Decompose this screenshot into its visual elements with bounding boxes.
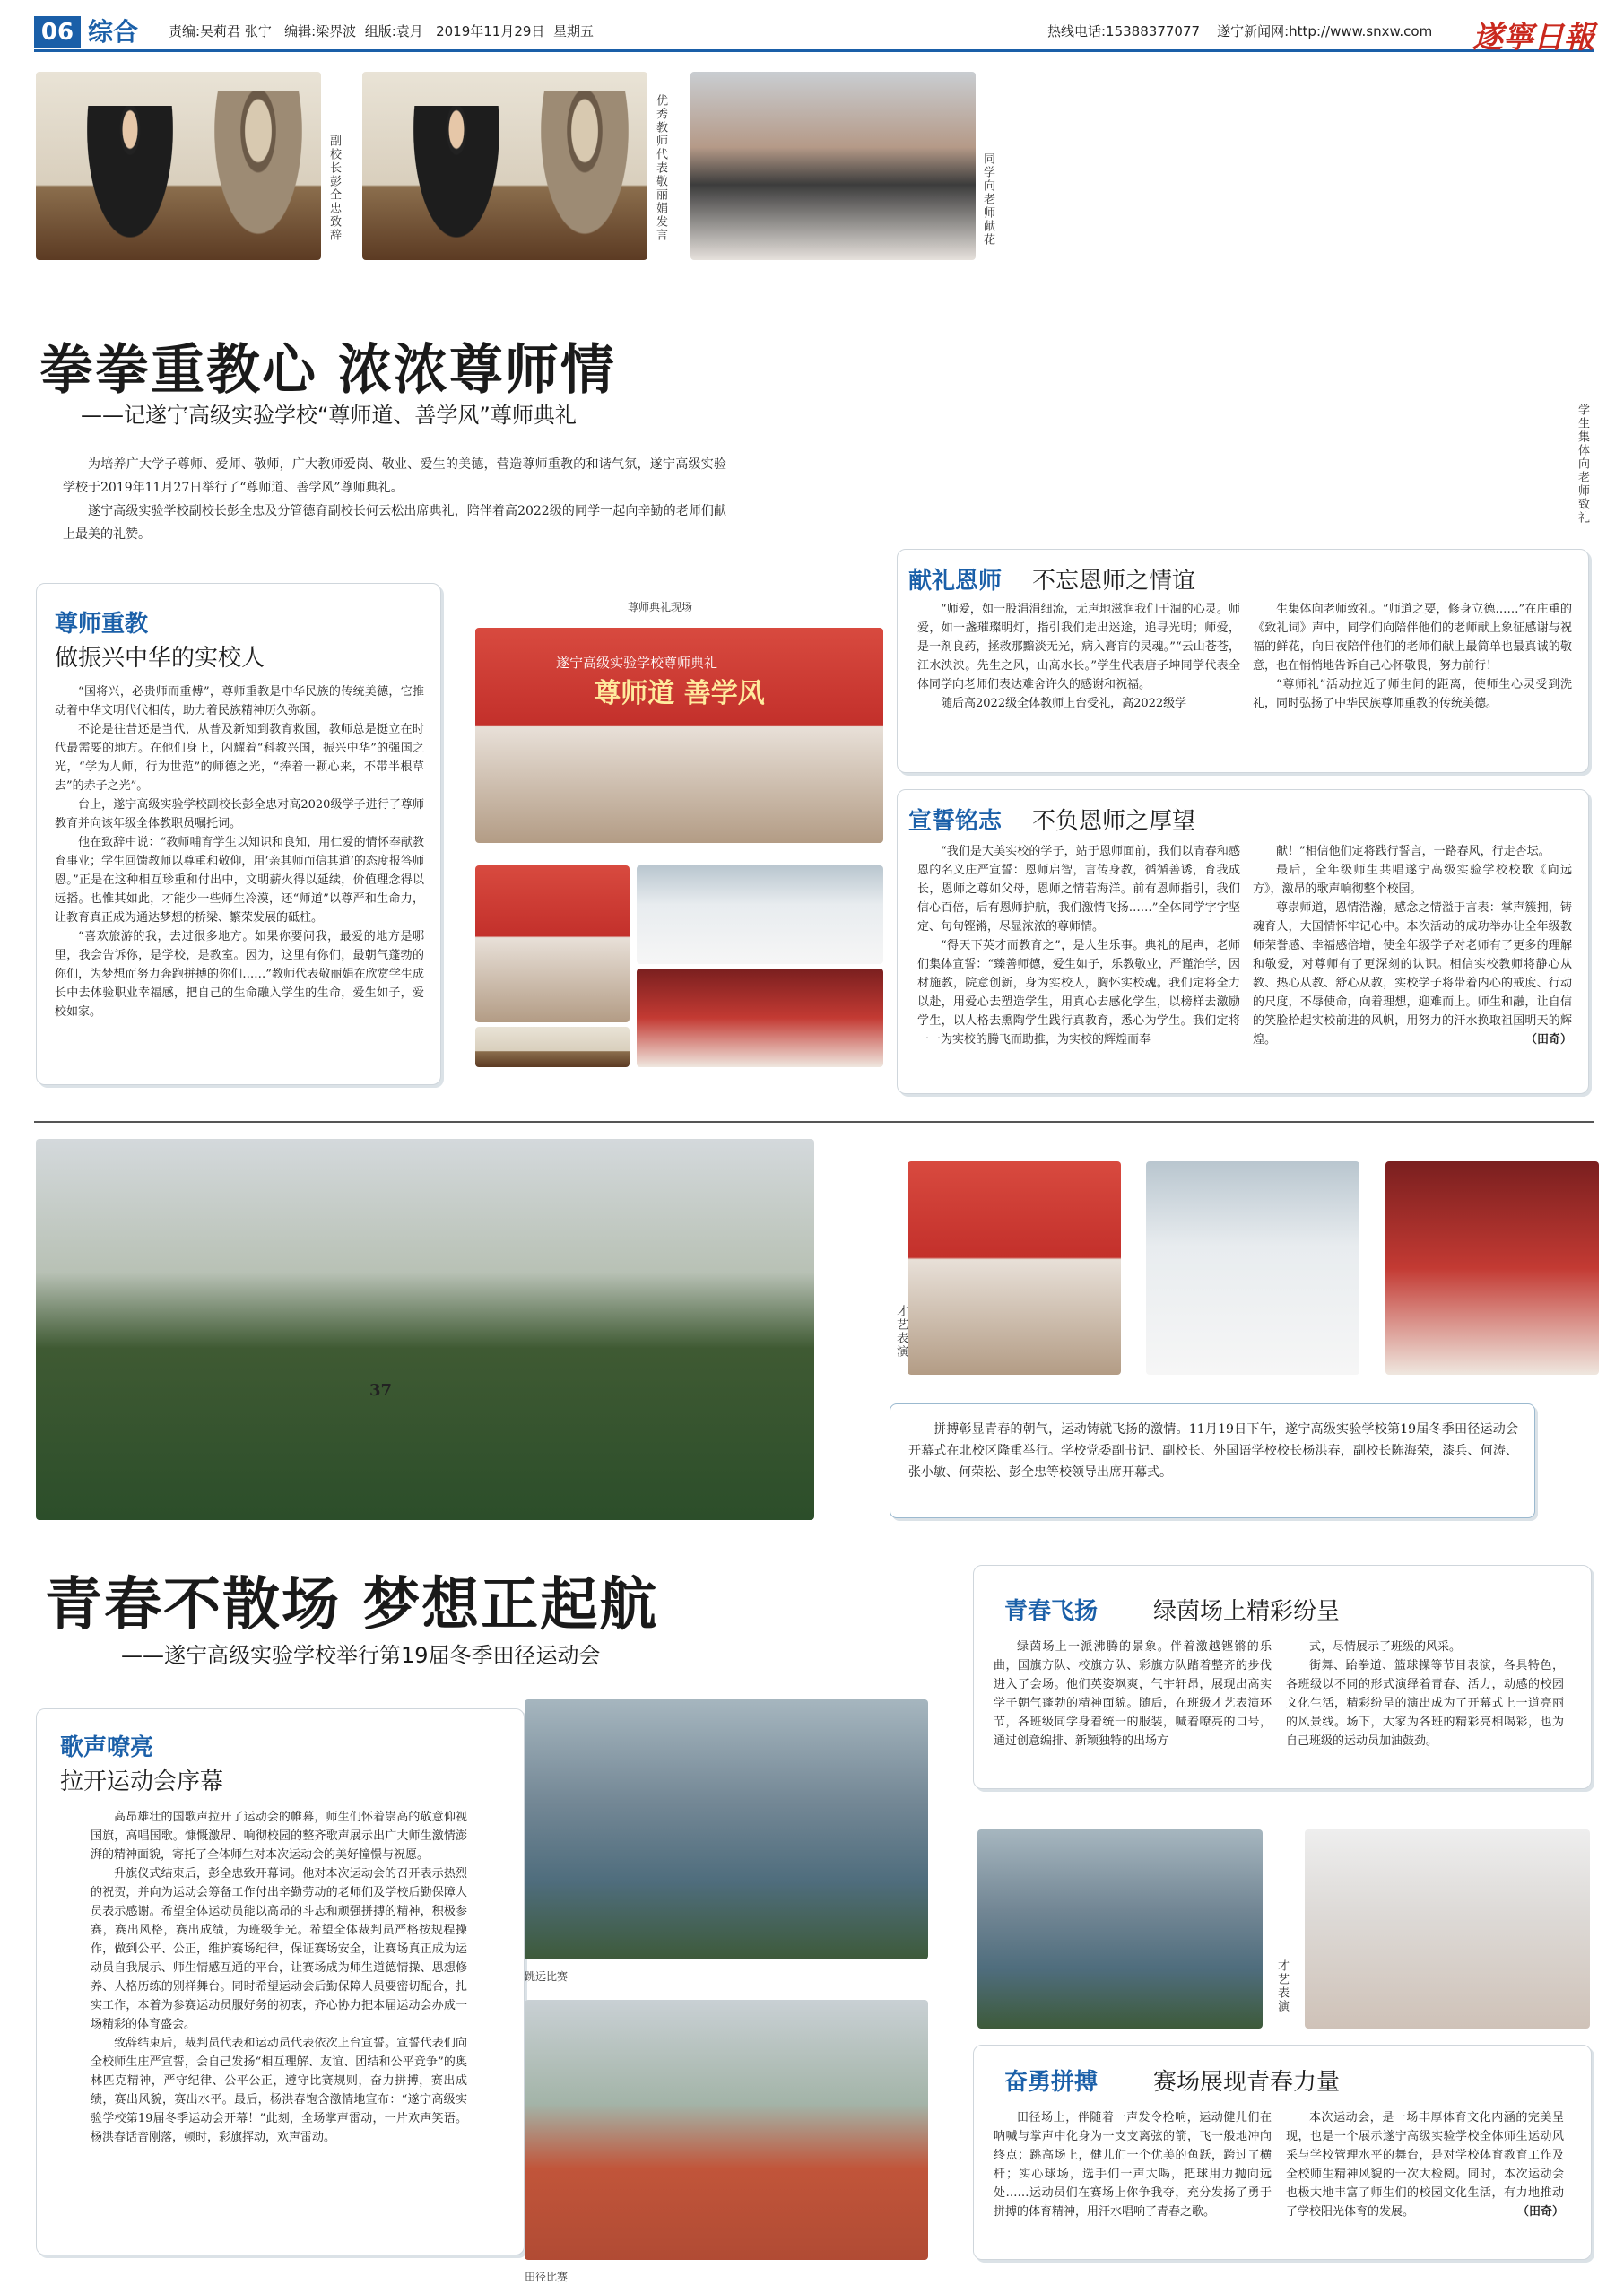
- hotline-info: 热线电话:15388377077 遂宁新闻网:http://www.snxw.com: [1047, 23, 1433, 39]
- editor-info: 责编:吴莉君 张宁 编辑:梁界波 组版:袁月 2019年11月29日 星期五: [169, 23, 594, 39]
- card-subtitle: 做振兴中华的实校人: [55, 645, 265, 672]
- card-subtitle: 绿茵场上精彩纷呈: [1153, 1598, 1341, 1625]
- callout-text: [908, 1419, 1518, 1508]
- photo-teachers-row: [637, 865, 883, 964]
- paragraph: 台上，遂宁高级实验学校副校长彭全忠对高2020级学子进行了尊师教育并向该年级全体教职员嘱托词。: [55, 798, 424, 830]
- card-col-1: [994, 2108, 1272, 2252]
- card-title: 歌声嘹亮: [60, 1734, 154, 1761]
- byline: （田奇）: [1524, 1033, 1572, 1047]
- paragraph: 献！”相信他们定将践行誓言，一路春风，行走杏坛。: [1276, 845, 1550, 858]
- intro-paragraph: [63, 453, 726, 546]
- photo-taekwondo: [1305, 1829, 1590, 2029]
- photo-students-singing: [637, 969, 883, 1067]
- card-col-1: [994, 1638, 1272, 1781]
- caption-talent-1: 才艺表演: [894, 1305, 908, 1359]
- paragraph: 他在致辞中说：“教师哺育学生以知识和良知，用仁爱的情怀奉献教育事业；学生回馈教师以尊重和敬仰，用‘亲其师而信其道’的态度报答师恩。”正是在这种相互珍重和付出中，文明薪火得以延续，价值理念得以远播。也惟其如此，才能少一些师生冷漠，还“师道”以尊严和生命力，让教育真正成为通达梦想的桥梁、繁荣发展的砥柱。: [55, 836, 424, 925]
- card-xianli: [897, 549, 1589, 773]
- card-gesheng: [36, 1708, 525, 2255]
- photo-speaker-small: [475, 1027, 630, 1067]
- photo-vice-principal-speech: [36, 72, 321, 260]
- card-body: [91, 1808, 467, 2247]
- caption-long-jump: 跳远比赛: [525, 1970, 569, 1983]
- card-col-2: [1286, 2108, 1564, 2252]
- card-body: [55, 682, 424, 1077]
- subhead-respect-teachers: ——记遂宁高级实验学校“尊师道、善学风”尊师典礼: [81, 403, 577, 428]
- photo-teacher-speech: [362, 72, 647, 260]
- jersey-number: 37: [369, 1381, 393, 1400]
- paragraph: 田径场上，伴随着一声发令枪响，运动健儿们在呐喊与掌声中化身为一支支离弦的箭，飞一般地冲向终点；跳高场上，健儿们一个优美的鱼跃，跨过了横杆；实心球场，选手们一声大喝，把球用力抛向远处……运动员们在赛场上你争我夺，充分发扬了勇于拼搏的体育精神，用汗水唱响了青春之歌。: [994, 2111, 1272, 2219]
- paragraph: [1286, 2108, 1564, 2221]
- card-fenyong: [973, 2045, 1592, 2260]
- photo-talent-dance-white: [1146, 1161, 1359, 1375]
- card-title: 奋勇拼搏: [1004, 2069, 1099, 2096]
- photo-talent-dance-red: [1385, 1161, 1599, 1375]
- card-xuanshi: [897, 789, 1589, 1094]
- caption-students-bow: 学生集体向老师致礼: [1576, 404, 1589, 525]
- paragraph: 升旗仪式结束后，彭全忠致开幕词。他对本次运动会的召开表示热烈的祝贺，并向为运动会筹备工作付出辛勤劳动的老师们及学校后勤保障人员表示感谢。希望全体运动员能以高昂的斗志和顽强拼搏的精神，积极参赛，赛出风格，赛出成绩，为班级争光。希望全体裁判员严格按规程操作，做到公平、公正，维护赛场纪律，保证赛场安全，让赛场真正成为运动员自我展示、师生情感互通的平台，让赛场成为师生道德情操、思想修养、人格历练的别样舞台。同时希望运动会后勤保障人员要密切配合，扎实工作，本着为参赛运动员服好务的初衷，齐心协力把本届运动会办成一场精彩的体育盛会。: [91, 1867, 467, 2031]
- byline: （田奇）: [1516, 2205, 1564, 2219]
- paragraph-text: 尊崇师道，恩情浩瀚，感念之情溢于言表：掌声簇拥，铸魂育人，大国情怀牢记心中。本次活动的成功举办让全年级教师荣誉感、幸福感倍增，使全年级学子对老师有了更多的理解和敬爱，对尊师有了更深刻的认识。相信实校教师将静心从教、热心从教、舒心从教，实校学子将带着内心的戒度、行动的尺度，不辱使命，向着理想，迎难而上。师生和融，让自信的笑脸拾起实校前进的风帆，用努力的汗水换取祖国明天的辉煌。: [1253, 901, 1572, 1047]
- photo-talent-calligraphy: [908, 1161, 1121, 1375]
- card-title: 献礼恩师: [908, 568, 1003, 595]
- speaker-figure: [413, 106, 499, 238]
- paragraph: 随后高2022级全体教师上台受礼，高2022级学: [941, 697, 1187, 710]
- masthead: [34, 13, 1594, 56]
- newspaper-logo: 遂寧日報: [1472, 20, 1594, 56]
- photo-talent-teal-dance: [977, 1829, 1263, 2029]
- confucius-portrait: [534, 91, 636, 251]
- paragraph: 最后，全年级师生共唱遂宁高级实验学校校歌《向远方》，激昂的歌声响彻整个校园。: [1253, 864, 1572, 896]
- caption-teacher-speech: 优秀教师代表敬丽娟发言: [654, 94, 667, 242]
- paragraph: 生集体向老师致礼。“师道之要，修身立德……”在庄重的《致礼词》声中，同学们向陪伴他们的老师献上象征感谢与祝福的鲜花，向日夜陪伴他们的老师们献上最简单也最真诚的敬意，也在悄悄地告诉自己心怀敬畏，努力前行！: [1253, 603, 1572, 673]
- confucius-portrait: [207, 91, 309, 251]
- photo-ceremony-stage: [475, 628, 883, 843]
- paragraph: 不论是往昔还是当代，从普及新知到教育救国，教师总是挺立在时代最需要的地方。在他们身上，闪耀着“科教兴国，振兴中华”的强国之光，“学为人师，行为世范”的师德之光，“捧着一颗心来，不带半根草去”的赤子之光”。: [55, 723, 424, 793]
- paragraph: “喜欢旅游的我，去过很多地方。如果你要问我，最爱的地方是哪里，我会告诉你，是学校，是教室。因为，这里有你们，最朝气蓬勃的你们，为梦想而努力奔跑拼搏的你们……”教师代表敬丽娟在欣赏学生成长中去体验职业幸福感，把自己的生命融入学生的生命，爱生如子，爱校如家。: [55, 930, 424, 1019]
- paragraph: 街舞、跆拳道、篮球操等节目表演，各具特色，各班级以不同的形式演绎着青春、活力，动感的校园文化生活，精彩纷呈的演出成为了开幕式上一道亮丽的风景线。场下，大家为各班的精彩亮相喝彩，也为自己班级的运动员加油鼓劲。: [1286, 1659, 1564, 1748]
- paragraph: “尊师礼”活动拉近了师生间的距离，使师生心灵受到洗礼，同时弘扬了中华民族尊师重教的传统美德。: [1253, 678, 1572, 710]
- intro-text-1: 为培养广大学子尊师、爱师、敬师，广大教师爱岗、敬业、爱生的美德，营造尊师重教的和谐气氛，遂宁高级实验学校于2019年11月27日举行了“尊师道、善学风”尊师典礼。: [63, 457, 726, 495]
- banner-text: 尊师道 善学风: [594, 677, 765, 709]
- speaker-figure: [87, 106, 172, 238]
- section-divider: [34, 1121, 1594, 1123]
- photo-stage-side: [475, 865, 630, 1022]
- card-title: 尊师重教: [55, 611, 149, 638]
- card-title: 宣誓铭志: [908, 808, 1003, 835]
- subhead-sports-meet: ——遂宁高级实验学校举行第19届冬季田径运动会: [121, 1643, 601, 1668]
- page-number: 06: [34, 16, 81, 48]
- card-qingchun: [973, 1565, 1592, 1789]
- photo-long-jump: [525, 1699, 928, 1959]
- headline-respect-teachers: 拳拳重教心 浓浓尊师情: [39, 339, 616, 402]
- caption-ceremony: 尊师典礼现场: [628, 601, 693, 613]
- card-subtitle: 不负恩师之厚望: [1032, 808, 1196, 835]
- intro-text-2: 遂宁高级实验学校副校长彭全忠及分管德育副校长何云松出席典礼，陪伴着高2022级的同学一起向辛勤的老师们献上最美的礼赞。: [63, 504, 726, 542]
- headline-sports-meet: 青春不散场 梦想正起航: [45, 1572, 659, 1638]
- card-title: 青春飞扬: [1004, 1598, 1099, 1625]
- callout-paragraph: 拼搏彰显青春的朝气，运动铸就飞扬的激情。11月19日下午，遂宁高级实验学校第19届冬季田径运动会开幕式在北校区隆重举行。学校党委副书记、副校长、外国语学校校长杨洪春，副校长陈海荣，漆兵、何涛、张小敏、何荣松、彭全忠等校领导出席开幕式。: [908, 1422, 1518, 1480]
- paragraph: 绿茵场上一派沸腾的景象。伴着激越铿锵的乐曲，国旗方队、校旗方队、彩旗方队踏着整齐的步伐进入了会场。他们英姿飒爽，气宇轩昂，展现出高实学子朝气蓬勃的精神面貌。随后，在班级才艺表演环节，各班级同学身着统一的服装，喊着嘹亮的口号，通过创意编排、新颖独特的出场方: [994, 1640, 1272, 1748]
- paragraph: 致辞结束后，裁判员代表和运动员代表依次上台宣誓。宣誓代表们向全校师生庄严宣誓，会自己发扬“相互理解、友谊、团结和公平竞争”的奥林匹克精神，严守纪律、公平公正，遵守比赛规则，奋力拼搏，赛出成绩，赛出风貌，赛出水平。最后，杨洪春饱含激情地宣布：“遂宁高级实验学校第19届冬季运动会开幕！”此刻，全场掌声雷动，一片欢声笑语。杨洪春话音刚落，顿时，彩旗挥动，欢声雷动。: [91, 2037, 467, 2144]
- caption-talent-2: 才艺表演: [1275, 1959, 1289, 2013]
- paragraph: “我们是大美实校的学子，站于恩师面前，我们以青春和感恩的名义庄严宣誓：恩师启智，言传身教，循循善诱，育我成长，恩师之尊如父母，恩师之情若海洋。前有恩师指引，我们信心百倍，后有恩师护航，我们激情飞扬……”全体同学字字坚定、句句铿锵，尽显浓浓的尊师情。: [917, 845, 1240, 934]
- card-col-2: [1286, 1638, 1564, 1781]
- photo-opening-dance: [36, 1139, 814, 1520]
- paragraph: 高昂雄壮的国歌声拉开了运动会的帷幕，师生们怀着崇高的敬意仰视国旗，高唱国歌。慷慨激昂、响彻校园的整齐歌声展示出广大师生激情澎湃的精神面貌，寄托了全体师生对本次运动会的美好憧憬与祝愿。: [91, 1811, 467, 1862]
- paragraph: “师爱，如一股涓涓细流，无声地滋润我们干涸的心灵。师爱，如一盏璀璨明灯，指引我们走出迷途，追寻光明；师爱，是一剂良药，拯救那黯淡无光，病入膏肓的灵魂。”“云山苍苍，江水泱泱。先生之风，山高水长。”学生代表唐子坤同学代表全体同学向老师们表达难舍许久的感谢和祝福。: [917, 603, 1240, 691]
- caption-flower: 同学向老师献花: [981, 152, 994, 247]
- card-col-1: [917, 600, 1240, 770]
- paragraph: [1253, 899, 1572, 1049]
- card-subtitle: 赛场展现青春力量: [1153, 2069, 1341, 2096]
- card-col-2: [1253, 842, 1572, 1084]
- caption-track: 田径比赛: [525, 2271, 569, 2283]
- photo-track-race: [525, 2000, 928, 2260]
- card-zunshi: [36, 583, 441, 1085]
- card-col-1: [917, 842, 1240, 1084]
- photo-flower-presentation: [690, 72, 976, 260]
- section-name: 综合: [88, 17, 139, 47]
- paragraph-text: 本次运动会，是一场丰厚体育文化内涵的完美呈现，也是一个展示遂宁高级实验学校全体师生运动风采与学校管理水平的舞台，是对学校体育教育工作及全校师生精神风貌的一次大检阅。同时，本次运动会也极大地丰富了师生们的校园文化生活，有力地推动了学校阳光体育的发展。: [1286, 2111, 1564, 2219]
- card-subtitle: 不忘恩师之情谊: [1032, 568, 1196, 595]
- paragraph: “得天下英才而教育之”，是人生乐事。典礼的尾声，老师们集体宣誓：“臻善师德，爱生如子，乐教敬业，严谨治学，因材施教，院意创新，身为实校人，胸怀实校魂。我们定将全力以赴，用爱心去塑造学生，用真心去感化学生，以榜样去激励学生，以人格去熏陶学生践行真教育，悉心为学生。我们定将一一为实校的腾飞而助推，为实校的辉煌而奉: [917, 939, 1240, 1047]
- paragraph: “国将兴，必贵师而重傅”，尊师重教是中华民族的传统美德，它推动着中华文明代代相传，助力着民族精神历久弥新。: [55, 685, 424, 717]
- opening-callout: [890, 1403, 1535, 1518]
- card-subtitle: 拉开运动会序幕: [60, 1768, 224, 1795]
- paragraph: 式，尽情展示了班级的风采。: [1309, 1640, 1462, 1654]
- banner-top-text: 遂宁高级实验学校尊师典礼: [556, 655, 718, 671]
- caption-vice-principal: 副校长彭全忠致辞: [327, 135, 341, 242]
- card-col-2: [1253, 600, 1572, 770]
